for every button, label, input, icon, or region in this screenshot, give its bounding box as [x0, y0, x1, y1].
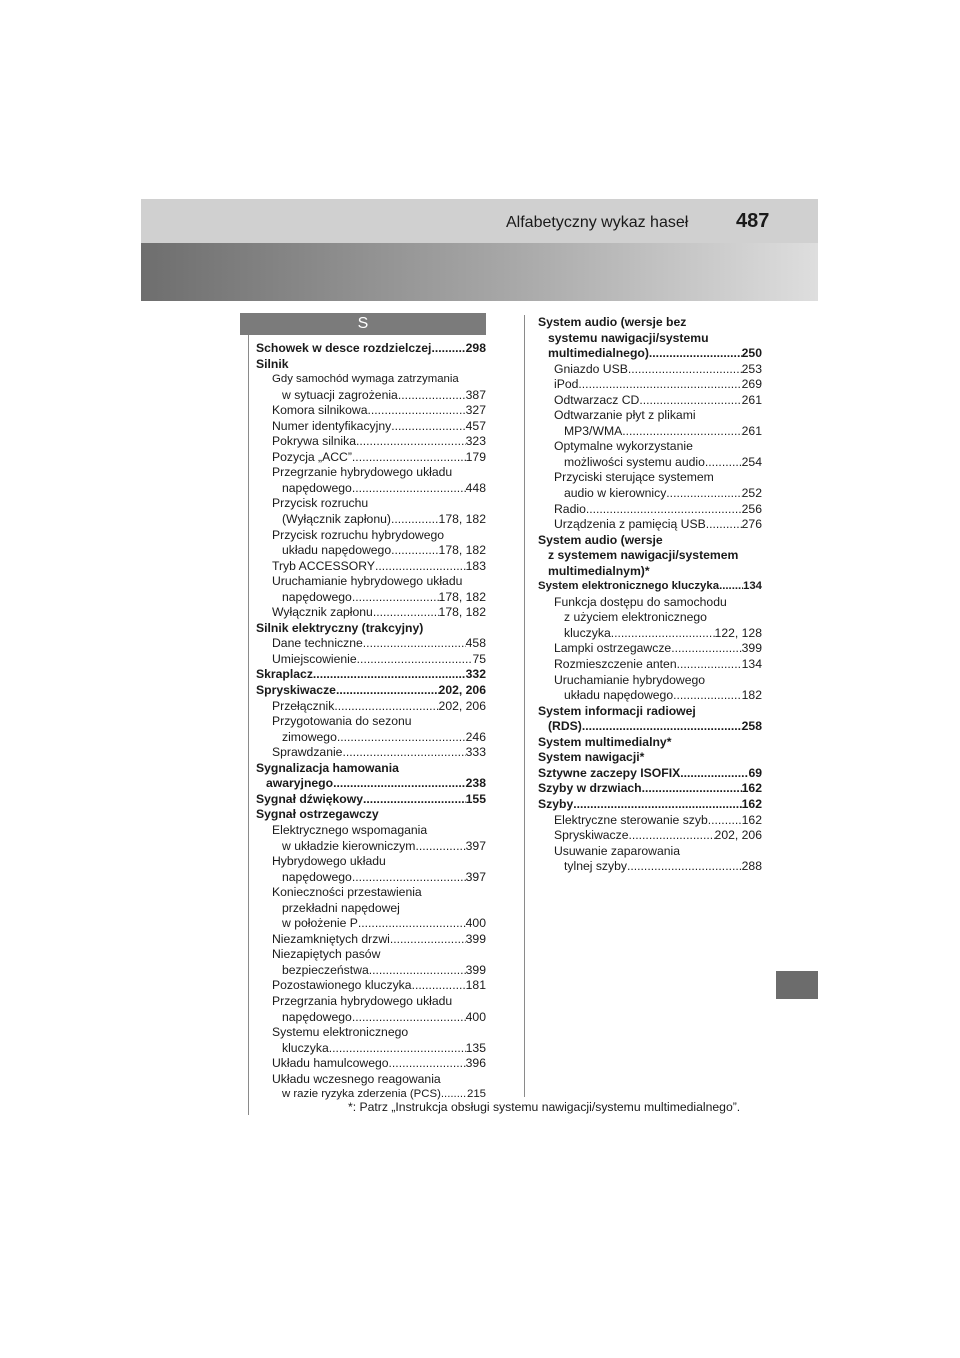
entry-page: 261: [741, 423, 762, 438]
dot-leader: [389, 1056, 466, 1072]
index-entry: System nawigacji*: [538, 750, 645, 765]
entry-page: 122, 128: [714, 625, 762, 640]
entry-term: System elektronicznego kluczyka: [538, 580, 720, 593]
index-entry: [256, 1056, 486, 1072]
dot-leader: [352, 590, 439, 606]
entry-page: 256: [741, 501, 762, 516]
index-entry: Uruchamianie hybrydowego układu: [272, 574, 463, 589]
entry-term: Wyłącznik zapłonu: [272, 605, 373, 620]
index-entry: [538, 781, 762, 797]
index-entry: [538, 424, 762, 440]
index-entry: Przycisk rozruchu: [272, 496, 369, 511]
entry-term: Pozycja „ACC”: [272, 449, 352, 464]
entry-term: Pozostawionego kluczyka: [272, 978, 412, 993]
entry-page: 202, 206: [714, 828, 762, 843]
entry-page: 327: [465, 403, 486, 418]
entry-page: 323: [465, 434, 486, 449]
index-entry: [538, 688, 762, 704]
dot-leader: [342, 745, 465, 761]
index-entry: [538, 517, 762, 533]
entry-term: Odtwarzacz CD: [554, 392, 640, 407]
section-letter-header: S: [240, 313, 486, 335]
dot-leader: [719, 579, 743, 595]
entry-page: 179: [465, 449, 486, 464]
index-entry: [256, 590, 486, 606]
entry-page: 288: [741, 859, 762, 874]
entry-page: 155: [465, 791, 486, 806]
entry-page: 458: [465, 636, 486, 651]
entry-term: napędowego: [282, 1009, 352, 1024]
index-entry: [538, 797, 762, 813]
entry-page: 298: [465, 341, 486, 355]
index-entry: Przycisk rozruchu hybrydowego: [272, 527, 445, 542]
index-entry: Odtwarzanie płyt z plikami: [554, 408, 696, 423]
index-entry: [256, 932, 486, 948]
index-entry: System informacji radiowej: [538, 703, 696, 718]
dot-leader: [391, 419, 465, 435]
index-entry: [256, 667, 486, 683]
entry-term: napędowego: [282, 480, 352, 495]
dot-leader: [622, 424, 741, 440]
entry-page: 397: [465, 838, 486, 853]
dot-leader: [368, 403, 466, 419]
entry-term: Sprawdzanie: [272, 745, 343, 760]
entry-page: 269: [741, 377, 762, 392]
index-entry: [256, 1041, 486, 1057]
dot-leader: [313, 667, 466, 683]
index-entry: multimedialnym)*: [548, 563, 650, 578]
left-column-rule: [248, 335, 249, 1115]
dot-leader: [677, 657, 742, 673]
entry-term: Komora silnikowa: [272, 403, 368, 418]
index-entry: Konieczności przestawienia: [272, 885, 422, 900]
index-entry: [256, 916, 486, 932]
dot-leader: [578, 377, 741, 393]
entry-term: Lampki ostrzegawcze: [554, 641, 672, 656]
index-entry: [256, 543, 486, 559]
index-entry: [256, 870, 486, 886]
entry-page: 202, 206: [438, 683, 486, 698]
index-entry: Silnik: [256, 356, 289, 371]
index-entry: Układu wczesnego reagowania: [272, 1071, 441, 1086]
entry-page: 399: [465, 931, 486, 946]
entry-term: Tryb ACCESSORY: [272, 558, 375, 573]
dot-leader: [666, 486, 741, 502]
entry-page: 387: [465, 387, 486, 402]
index-entry: Hybrydowego układu: [272, 854, 386, 869]
entry-term: układu napędowego: [282, 543, 392, 558]
index-entry: z użyciem elektronicznego: [564, 610, 707, 625]
entry-page: 448: [465, 480, 486, 495]
entry-page: 400: [465, 1009, 486, 1024]
entry-page: 261: [741, 392, 762, 407]
entry-term: możliwości systemu audio: [564, 454, 705, 469]
dot-leader: [358, 916, 466, 932]
dot-leader: [673, 688, 742, 704]
entry-page: 178, 182: [438, 605, 486, 620]
dot-leader: [333, 776, 466, 792]
dot-leader: [671, 641, 741, 657]
index-entry: z systemem nawigacji/systemem: [548, 548, 739, 563]
entry-term: zimowego: [282, 729, 337, 744]
index-entry: [538, 813, 762, 829]
dot-leader: [582, 719, 742, 735]
entry-page: 399: [465, 962, 486, 977]
dot-leader: [334, 699, 438, 715]
entry-page: 202, 206: [438, 698, 486, 713]
entry-page: 183: [465, 558, 486, 573]
index-entry: [256, 481, 486, 497]
dot-leader: [649, 346, 742, 362]
index-entry: [538, 502, 762, 518]
entry-term: Szyby: [538, 796, 574, 811]
entry-page: 162: [741, 796, 762, 811]
entry-page: 397: [465, 869, 486, 884]
index-entry: [256, 403, 486, 419]
entry-page: 182: [741, 688, 762, 703]
header-bar: [141, 199, 818, 243]
index-column-left: [256, 341, 486, 1103]
index-entry: [256, 776, 486, 792]
index-entry: [538, 486, 762, 502]
index-entry: System audio (wersje bez: [538, 315, 687, 329]
index-entry: [256, 341, 486, 357]
section-side-tab: [776, 971, 818, 999]
index-entry: [538, 393, 762, 409]
entry-term: multimedialnego): [548, 346, 649, 361]
index-entry: [256, 434, 486, 450]
entry-term: Sztywne zaczepy ISOFIX: [538, 765, 681, 780]
entry-term: awaryjnego: [266, 776, 334, 791]
index-entry: Funkcja dostępu do samochodu: [554, 594, 727, 609]
entry-page: 400: [465, 916, 486, 931]
dot-leader: [611, 626, 715, 642]
index-entry: Niezapiętych pasów: [272, 947, 381, 962]
entry-page: 457: [465, 418, 486, 433]
entry-term: Rozmieszczenie anten: [554, 657, 677, 672]
entry-term: Urządzenia z pamięcią USB: [554, 517, 706, 532]
dot-leader: [412, 978, 466, 994]
dot-leader: [352, 450, 466, 466]
entry-term: Radio: [554, 501, 586, 516]
entry-page: 162: [741, 812, 762, 827]
entry-page: 250: [741, 346, 762, 361]
entry-term: Szyby w drzwiach: [538, 781, 642, 796]
entry-page: 399: [741, 641, 762, 656]
index-entry: [256, 963, 486, 979]
index-entry: Przegrzanie hybrydowego układu: [272, 465, 453, 480]
index-entry: Optymalne wykorzystanie: [554, 439, 693, 454]
entry-term: Układu hamulcowego: [272, 1056, 389, 1071]
dot-leader: [391, 543, 438, 559]
header-title: Alfabetyczny wykaz haseł: [506, 214, 689, 231]
index-entry: Sygnalizacja hamowania: [256, 760, 399, 775]
index-entry: [256, 839, 486, 855]
index-entry: Usuwanie zaparowania: [554, 843, 681, 858]
index-entry: Gdy samochód wymaga zatrzymania: [272, 373, 459, 386]
dot-leader: [706, 517, 742, 533]
entry-page: 332: [465, 667, 486, 682]
index-entry: [256, 636, 486, 652]
dot-leader: [336, 683, 439, 699]
entry-term: napędowego: [282, 589, 352, 604]
index-entry: System audio (wersje: [538, 532, 663, 547]
entry-term: Spryskiwacze: [554, 828, 629, 843]
index-entry: [256, 730, 486, 746]
dot-leader: [586, 502, 742, 518]
entry-term: iPod: [554, 377, 579, 392]
entry-page: 396: [465, 1056, 486, 1071]
entry-term: bezpieczeństwa: [282, 962, 369, 977]
index-entry: [256, 1010, 486, 1026]
dot-leader: [373, 605, 439, 621]
entry-page: 134: [742, 580, 762, 593]
dot-leader: [329, 1041, 466, 1057]
entry-term: napędowego: [282, 869, 352, 884]
entry-term: kluczyka: [564, 625, 611, 640]
entry-term: układu napędowego: [564, 688, 674, 703]
entry-term: (Wyłącznik zapłonu): [282, 512, 391, 527]
index-entry: [256, 450, 486, 466]
entry-page: 246: [465, 729, 486, 744]
entry-page: 181: [465, 978, 486, 993]
entry-page: 75: [472, 651, 486, 666]
entry-term: Przełącznik: [272, 698, 335, 713]
entry-page: 135: [465, 1040, 486, 1055]
dot-leader: [708, 813, 742, 829]
index-entry: [256, 605, 486, 621]
dot-leader: [337, 730, 466, 746]
entry-page: 178, 182: [438, 589, 486, 604]
entry-term: w układzie kierowniczym: [282, 838, 416, 853]
entry-term: Sygnał dźwiękowy: [256, 791, 364, 806]
dot-leader: [390, 932, 466, 948]
dot-leader: [352, 870, 466, 886]
entry-page: 162: [741, 781, 762, 796]
entry-term: tylnej szyby: [564, 859, 627, 874]
index-entry: [256, 683, 486, 699]
entry-term: Umiejscowienie: [272, 651, 357, 666]
entry-page: 69: [748, 765, 762, 780]
index-entry: [538, 346, 762, 362]
entry-term: Gniazdo USB: [554, 361, 628, 376]
dot-leader: [363, 636, 466, 652]
dot-leader: [573, 797, 741, 813]
index-entry: Elektrycznego wspomagania: [272, 822, 428, 837]
entry-term: Skraplacz: [256, 667, 313, 682]
entry-page: 238: [465, 776, 486, 791]
dot-leader: [431, 341, 465, 357]
index-column-right: [538, 315, 762, 875]
dot-leader: [363, 792, 466, 808]
entry-page: 178, 182: [438, 543, 486, 558]
entry-page: 134: [741, 657, 762, 672]
entry-term: Elektryczne sterowanie szyb: [554, 812, 708, 827]
index-entry: przekładni napędowej: [282, 900, 400, 915]
index-entry: Przegrzania hybrydowego układu: [272, 993, 453, 1008]
column-divider: [524, 315, 525, 1097]
index-entry: [256, 978, 486, 994]
dot-leader: [375, 559, 466, 575]
index-entry: [538, 626, 762, 642]
index-entry: [256, 512, 486, 528]
dot-leader: [628, 362, 742, 378]
index-entry: [538, 362, 762, 378]
index-entry: [538, 641, 762, 657]
dot-leader: [680, 766, 748, 782]
index-entry: Przyciski sterujące systemem: [554, 470, 714, 485]
dot-leader: [415, 839, 465, 855]
entry-term: (RDS): [548, 719, 582, 734]
index-entry: [538, 766, 762, 782]
dot-leader: [352, 1010, 466, 1026]
entry-page: 254: [741, 454, 762, 469]
index-entry: [256, 652, 486, 668]
index-entry: [256, 699, 486, 715]
dot-leader: [398, 388, 466, 404]
entry-term: Dane techniczne: [272, 636, 363, 651]
entry-term: w położenie P: [282, 916, 358, 931]
index-entry: [538, 828, 762, 844]
dot-leader: [705, 455, 742, 471]
entry-page: 178, 182: [438, 512, 486, 527]
dot-leader: [352, 481, 466, 497]
header-gradient-band: [141, 243, 818, 301]
index-entry: Systemu elektronicznego: [272, 1025, 409, 1040]
page-number: 487: [736, 210, 770, 232]
index-entry: System multimedialny*: [538, 734, 672, 749]
index-entry: [538, 657, 762, 673]
entry-term: MP3/WMA: [564, 423, 623, 438]
index-entry: [538, 719, 762, 735]
index-entry: Sygnał ostrzegawczy: [256, 807, 379, 822]
entry-page: 276: [741, 517, 762, 532]
entry-term: Schowek w desce rozdzielczej: [256, 341, 432, 355]
dot-leader: [627, 859, 742, 875]
index-entry: [538, 455, 762, 471]
index-entry: systemu nawigacji/systemu: [548, 330, 709, 345]
entry-term: w razie ryzyka zderzenia (PCS): [282, 1088, 441, 1101]
index-entry: [538, 377, 762, 393]
index-entry: [256, 559, 486, 575]
dot-leader: [391, 512, 439, 528]
entry-page: 333: [465, 745, 486, 760]
entry-term: Pokrywa silnika: [272, 434, 356, 449]
entry-page: 253: [741, 361, 762, 376]
entry-term: Spryskiwacze: [256, 683, 336, 698]
dot-leader: [357, 652, 473, 668]
dot-leader: [639, 393, 741, 409]
index-entry: Przygotowania do sezonu: [272, 714, 412, 729]
footnote: *: Patrz „Instrukcja obsługi systemu nawigacji/systemu multimedialnego”.: [348, 1100, 741, 1114]
index-entry: [256, 419, 486, 435]
entry-term: audio w kierownicy: [564, 486, 667, 501]
entry-term: kluczyka: [282, 1040, 329, 1055]
index-entry: [256, 745, 486, 761]
index-entry: [256, 792, 486, 808]
dot-leader: [629, 828, 715, 844]
entry-term: w sytuacji zagrożenia: [282, 387, 398, 402]
entry-page: 215: [466, 1088, 486, 1101]
index-entry: [256, 388, 486, 404]
entry-page: 258: [741, 719, 762, 734]
entry-term: Numer identyfikacyjny: [272, 418, 392, 433]
index-entry: [538, 579, 762, 595]
dot-leader: [642, 781, 742, 797]
entry-page: 252: [741, 486, 762, 501]
dot-leader: [356, 434, 466, 450]
index-entry: Silnik elektryczny (trakcyjny): [256, 620, 424, 635]
index-entry: Uruchamianie hybrydowego: [554, 672, 706, 687]
index-entry: [538, 859, 762, 875]
entry-term: Niezamkniętych drzwi: [272, 931, 390, 946]
dot-leader: [369, 963, 466, 979]
